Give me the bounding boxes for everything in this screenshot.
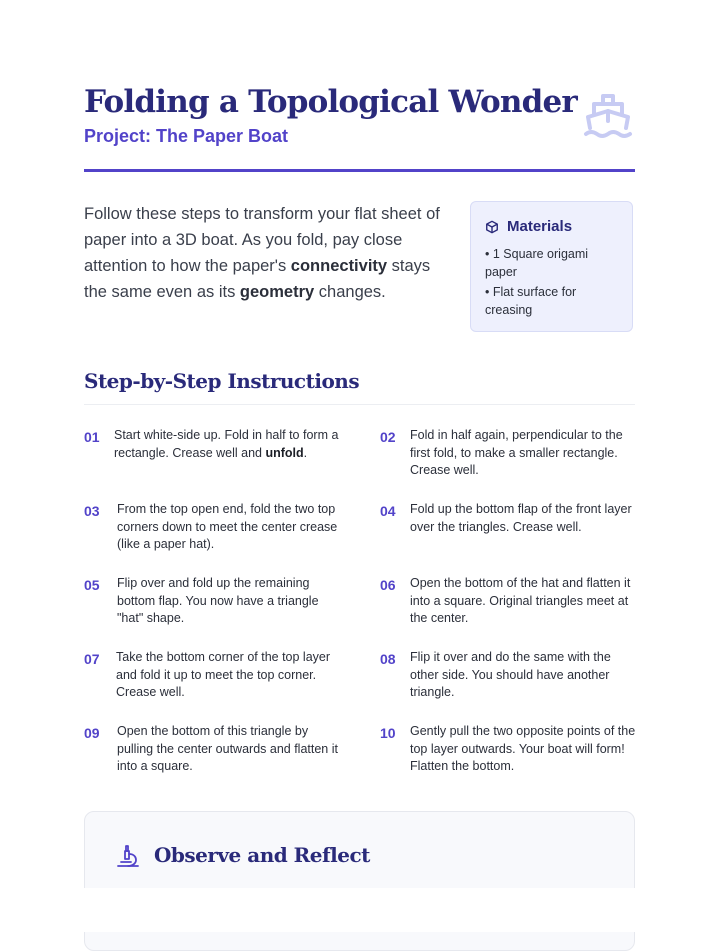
step-text: Fold in half again, perpendicular to the first fold, to make a smaller rectangle. Crease well. bbox=[410, 428, 623, 477]
step-number: 03 bbox=[84, 503, 100, 519]
project-subtitle: Project: The Paper Boat bbox=[84, 126, 289, 146]
instructions-title: Step-by-Step Instructions bbox=[84, 369, 360, 393]
instructions-divider bbox=[84, 404, 635, 405]
step-text-bold: unfold bbox=[265, 445, 304, 460]
step-number: 05 bbox=[84, 577, 100, 593]
materials-box bbox=[470, 201, 633, 332]
step-06 bbox=[380, 575, 640, 628]
step-number: 07 bbox=[84, 651, 100, 667]
step-text-tail: . bbox=[303, 445, 308, 460]
intro-bold-geometry: geometry bbox=[239, 283, 315, 301]
step-number: 09 bbox=[84, 725, 100, 741]
step-number: 02 bbox=[380, 429, 396, 445]
materials-item: • 1 Square origami paper bbox=[485, 247, 589, 279]
page-cutoff bbox=[0, 888, 720, 932]
step-01 bbox=[84, 427, 344, 462]
step-03 bbox=[84, 501, 344, 554]
step-text: Flip it over and do the same with the other side. You should have another triangle. bbox=[410, 650, 611, 699]
intro-bold-connectivity: connectivity bbox=[290, 257, 388, 275]
page-title: Folding a Topological Wonder bbox=[84, 84, 577, 120]
intro-paragraph bbox=[84, 201, 454, 305]
step-07 bbox=[84, 649, 344, 702]
step-text bbox=[114, 427, 344, 462]
cube-icon bbox=[485, 220, 499, 234]
materials-heading bbox=[485, 218, 618, 235]
header-divider bbox=[84, 169, 635, 172]
step-text-main: Start white-side up. Fold in half to form a rectangle. Crease well and bbox=[114, 428, 339, 460]
observe-title: Observe and Reflect bbox=[154, 843, 370, 867]
step-text: Fold up the bottom flap of the front layer over the triangles. Crease well. bbox=[410, 502, 632, 534]
step-05 bbox=[84, 575, 344, 628]
ship-icon bbox=[581, 90, 635, 144]
step-02 bbox=[380, 427, 640, 480]
step-text: Open the bottom of this triangle by pulling the center outwards and flatten it into a square. bbox=[117, 724, 338, 773]
step-10 bbox=[380, 723, 640, 776]
step-text: From the top open end, fold the two top corners down to meet the center crease (like a paper hat). bbox=[117, 502, 338, 551]
step-text: Flip over and fold up the remaining bottom flap. You now have a triangle "hat" shape. bbox=[117, 576, 319, 625]
step-04 bbox=[380, 501, 640, 536]
observe-heading bbox=[115, 842, 370, 868]
step-text: Gently pull the two opposite points of the top layer outwards. Your boat will form! Flatten the bottom. bbox=[410, 724, 636, 773]
intro-text-3: changes. bbox=[314, 283, 386, 301]
step-08 bbox=[380, 649, 640, 702]
microscope-icon bbox=[115, 842, 141, 868]
step-number: 04 bbox=[380, 503, 396, 519]
step-number: 06 bbox=[380, 577, 396, 593]
step-text: Take the bottom corner of the top layer and fold it up to meet the top corner. Crease well. bbox=[116, 650, 331, 699]
materials-list bbox=[485, 245, 618, 319]
step-number: 01 bbox=[84, 429, 100, 445]
materials-item: • Flat surface for creasing bbox=[485, 285, 577, 317]
step-number: 10 bbox=[380, 725, 396, 741]
step-09 bbox=[84, 723, 344, 776]
step-text: Open the bottom of the hat and flatten it into a square. Original triangles meet at the center. bbox=[410, 576, 631, 625]
step-number: 08 bbox=[380, 651, 396, 667]
materials-title: Materials bbox=[507, 218, 573, 235]
intro-text-1: Follow these steps to transform your flat sheet of paper into a 3D boat. As you fold, pay close attention to how the paper's bbox=[84, 205, 440, 275]
intro-text-2: stays the same even as its bbox=[84, 257, 431, 301]
